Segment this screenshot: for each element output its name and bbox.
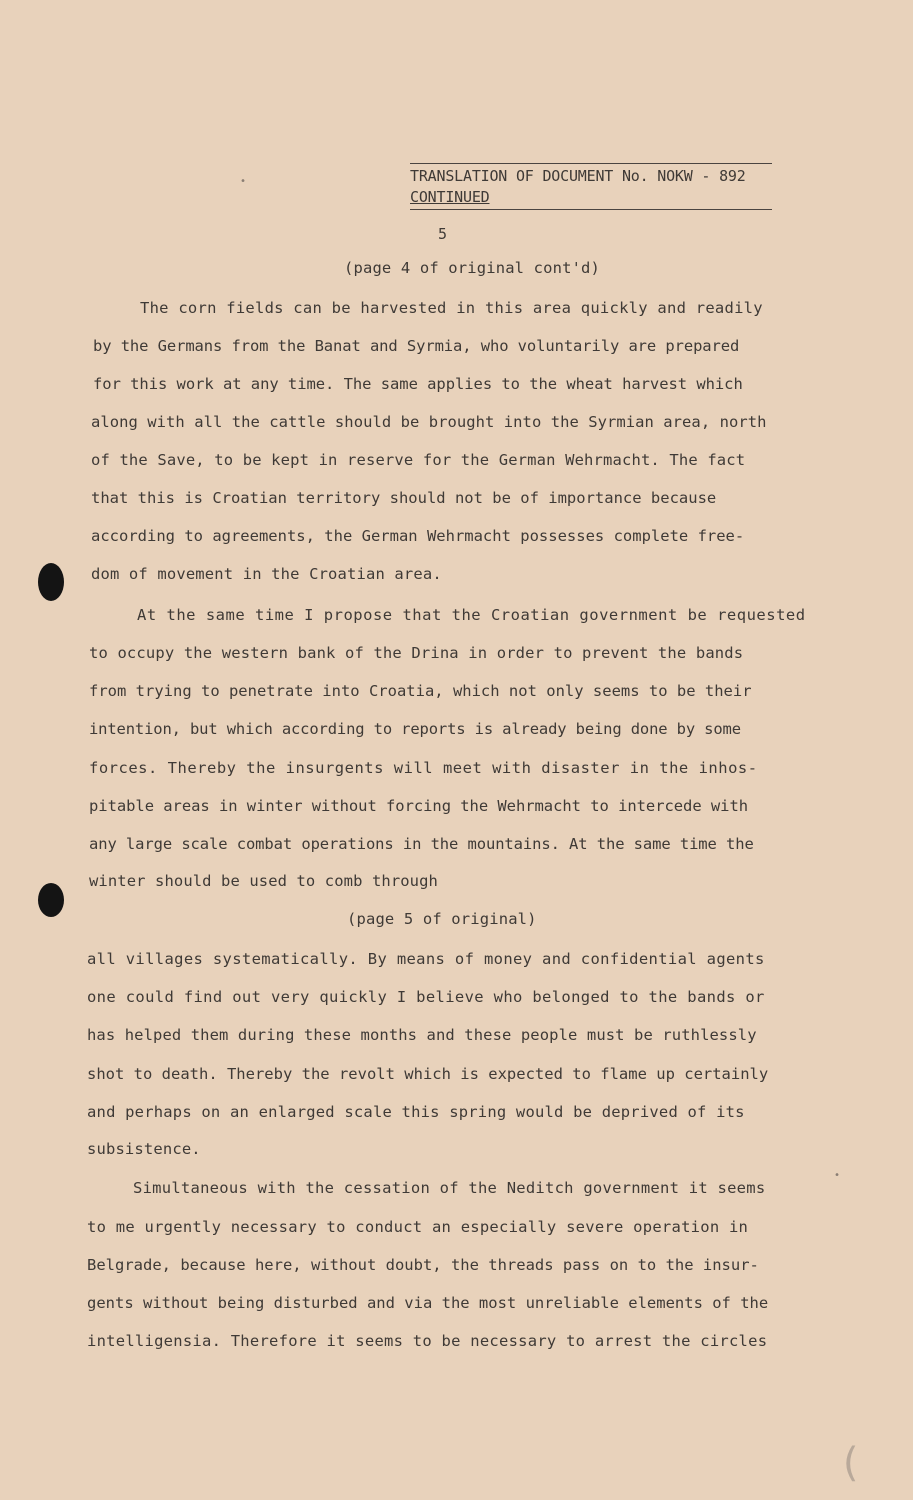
- text-line: one could find out very quickly I believe who belonged to the bands or: [87, 988, 765, 1006]
- punch-hole-top: [38, 563, 64, 601]
- text-line: forces. Thereby the insurgents will meet with disaster in the inhos-: [89, 759, 758, 777]
- text-line: The corn fields can be harvested in this area quickly and readily: [140, 299, 763, 317]
- text-line: At the same time I propose that the Croatian government be requested: [137, 606, 806, 624]
- text-line: any large scale combat operations in the mountains. At the same time the: [89, 835, 754, 853]
- text-line: pitable areas in winter without forcing the Wehrmacht to intercede with: [89, 797, 749, 815]
- text-line: to occupy the western bank of the Drina in order to prevent the bands: [89, 644, 744, 662]
- text-line: that this is Croatian territory should not be of importance because: [91, 489, 717, 507]
- page-reference: (page 4 of original cont'd): [344, 259, 601, 277]
- page-number: 5: [438, 225, 448, 243]
- text-line: along with all the cattle should be brought into the Syrmian area, north: [91, 413, 767, 431]
- punch-hole-bottom: [38, 883, 64, 917]
- text-line: has helped them during these months and these people must be ruthlessly: [87, 1026, 757, 1044]
- header-title: TRANSLATION OF DOCUMENT No. NOKW - 892: [410, 167, 746, 185]
- paper-speck: •: [834, 1170, 841, 1181]
- header-subtitle: CONTINUED: [410, 188, 490, 206]
- paper-speck: •: [240, 176, 247, 187]
- text-line: shot to death. Thereby the revolt which is expected to flame up certainly: [87, 1065, 769, 1083]
- text-line: of the Save, to be kept in reserve for the German Wehrmacht. The fact: [91, 451, 746, 469]
- text-line: for this work at any time. The same applies to the wheat harvest which: [93, 375, 743, 393]
- page-edge-mark: (: [838, 1440, 863, 1486]
- document-header: [410, 163, 772, 210]
- text-line: Belgrade, because here, without doubt, the threads pass on to the insur-: [87, 1256, 759, 1274]
- page-reference: (page 5 of original): [347, 910, 537, 928]
- text-line: intention, but which according to reports is already being done by some: [89, 720, 741, 738]
- text-line: intelligensia. Therefore it seems to be necessary to arrest the circles: [87, 1332, 768, 1350]
- text-line: by the Germans from the Banat and Syrmia, who voluntarily are prepared: [93, 337, 740, 355]
- text-line: gents without being disturbed and via the most unreliable elements of the: [87, 1294, 769, 1312]
- text-line: to me urgently necessary to conduct an especially severe operation in: [87, 1218, 749, 1236]
- text-line: Simultaneous with the cessation of the Neditch government it seems: [133, 1179, 766, 1197]
- text-line: winter should be used to comb through: [89, 872, 438, 890]
- text-line: according to agreements, the German Wehrmacht possesses complete free-: [91, 527, 745, 545]
- text-line: all villages systematically. By means of money and confidential agents: [87, 950, 765, 968]
- text-line: subsistence.: [87, 1140, 201, 1158]
- text-line: from trying to penetrate into Croatia, which not only seems to be their: [89, 682, 752, 700]
- text-line: and perhaps on an enlarged scale this spring would be deprived of its: [87, 1103, 745, 1121]
- text-line: dom of movement in the Croatian area.: [91, 565, 442, 583]
